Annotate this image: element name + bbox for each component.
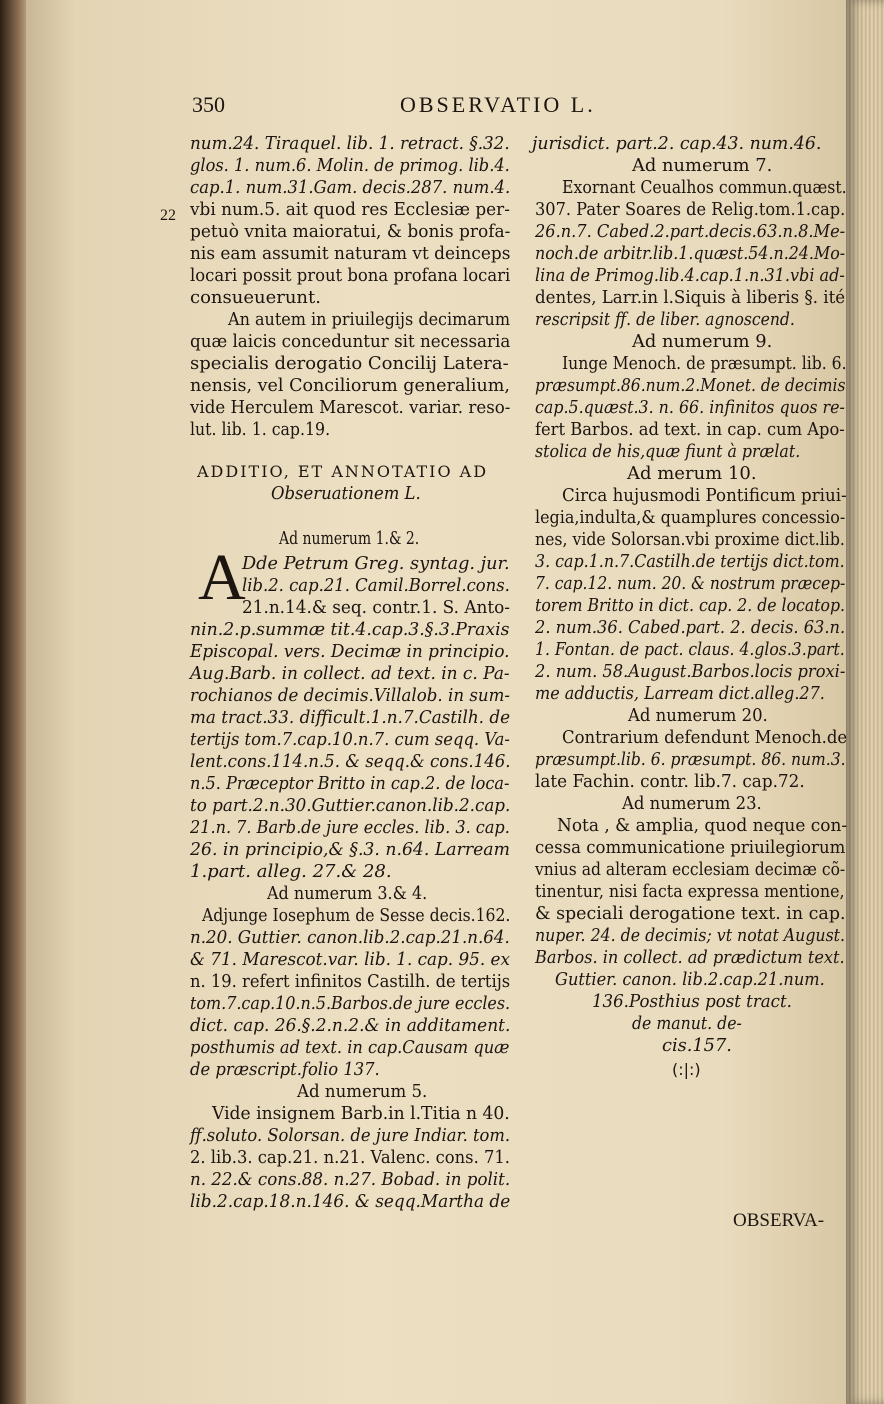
right-column-line: 1. Fontan. de pact. claus. 4.glos.3.part.: [535, 639, 845, 660]
right-column-line: late Fachin. contr. lib.7. cap.72.: [535, 771, 805, 792]
right-column-line: 136.Posthius post tract.: [592, 991, 792, 1012]
right-column-line: Guttier. canon. lib.2.cap.21.num.: [555, 969, 825, 990]
left-column-line: vide Herculem Marescot. variar. reso-: [190, 397, 511, 418]
left-column-line: lut. lib. 1. cap.19.: [190, 419, 331, 440]
right-column-line: 2. num. 58.August.Barbos.locis proxi-: [535, 661, 846, 682]
left-column-line: dict. cap. 26.§.2.n.2.& in additament.: [190, 1015, 511, 1036]
drop-cap: A: [198, 541, 246, 614]
running-head: OBSERVATIO L.: [400, 92, 596, 117]
catchword: OBSERVA-: [733, 1210, 825, 1231]
left-column-line: ADDITIO, ET ANNOTATIO AD: [197, 462, 489, 481]
right-column-line: præsumpt.lib. 6. præsumpt. 86. num.3.: [535, 749, 846, 770]
left-column-line: posthumis ad text. in cap.Causam quæ: [190, 1037, 510, 1058]
left-column-line: lent.cons.114.n.5. & seqq.& cons.146.: [190, 751, 511, 772]
right-column-line: cessa communicatione priuilegiorum: [535, 837, 846, 858]
right-column-line: dentes, Larr.in l.Siquis à liberis §. ité: [535, 287, 846, 308]
left-column-line: n. 22.& cons.88. n.27. Bobad. in polit.: [190, 1169, 511, 1190]
left-column-line: lib.2. cap.21. Camil.Borrel.cons.: [242, 575, 510, 596]
right-column-line: Circa hujusmodi Pontificum priui-: [562, 485, 847, 506]
left-column-line: glos. 1. num.6. Molin. de primog. lib.4.: [190, 155, 510, 176]
left-column-line: Dde Petrum Greg. syntag. jur.: [242, 553, 510, 574]
right-column-line: 7. cap.12. num. 20. & nostrum præcep-: [535, 573, 846, 594]
left-column-line: n.5. Præceptor Britto in cap.2. de loca-: [190, 773, 510, 794]
right-column-line: 307. Pater Soares de Relig.tom.1.cap.: [535, 199, 846, 220]
right-column-line: Nota , & amplia, quod neque con-: [557, 815, 848, 836]
right-column-line: Ad numerum 20.: [628, 705, 768, 726]
left-column-line: ff.soluto. Solorsan. de jure Indiar. tom.: [190, 1125, 511, 1146]
left-column-line: Vide insignem Barb.in l.Titia n 40.: [212, 1103, 510, 1124]
right-column-line: Contrarium defendunt Menoch.de: [562, 727, 848, 748]
right-column-line: vnius ad alteram ecclesiam decimæ cõ-: [535, 859, 846, 880]
right-column-line: Ad numerum 7.: [632, 155, 773, 176]
left-column-line: Obseruationem L.: [271, 483, 421, 504]
right-column-line: 3. cap.1.n.7.Castilh.de tertijs dict.tom.: [535, 551, 845, 572]
left-column-line: Ad numerum 1.& 2.: [279, 528, 420, 549]
left-column-line: Aug.Barb. in collect. ad text. in c. Pa-: [190, 663, 510, 684]
right-column-line: nes, vide Solorsan.vbi proxime dict.lib.: [535, 529, 845, 550]
right-column-line: cis.157.: [662, 1035, 732, 1056]
right-column-line: cap.5.quæst.3. n. 66. infinitos quos re-: [535, 397, 845, 418]
right-column-line: jurisdict. part.2. cap.43. num.46.: [532, 133, 822, 154]
right-column-line: Barbos. in collect. ad prædictum text.: [535, 947, 845, 968]
left-column-line: cap.1. num.31.Gam. decis.287. num.4.: [190, 177, 511, 198]
right-column-line: fert Barbos. ad text. in cap. cum Apo-: [535, 419, 845, 440]
left-column-line: tom.7.cap.10.n.5.Barbos.de jure eccles.: [190, 993, 511, 1014]
right-column-line: me adductis, Larream dict.alleg.27.: [535, 683, 825, 704]
left-column-line: nin.2.p.summæ tit.4.cap.3.§.3.Praxis: [190, 619, 510, 640]
right-column-line: torem Britto in dict. cap. 2. de locatop.: [535, 595, 846, 616]
left-column-line: 21.n.14.& seq. contr.1. S. Anto-: [242, 597, 511, 618]
right-column-line: præsumpt.86.num.2.Monet. de decimis: [535, 375, 846, 396]
left-column-line: to part.2.n.30.Guttier.canon.lib.2.cap.: [190, 795, 511, 816]
page-number: 350: [192, 92, 225, 117]
right-column-line: & speciali derogatione text. in cap.: [535, 903, 846, 924]
left-column-line: specialis derogatio Concilij Latera-: [190, 353, 509, 374]
left-column-line: nensis, vel Conciliorum generalium,: [190, 375, 510, 396]
left-column-line: Episcopal. vers. Decimæ in principio.: [190, 641, 510, 662]
right-column-line: 2. num.36. Cabed.part. 2. decis. 63.n.: [535, 617, 846, 638]
left-column-line: consueuerunt.: [190, 287, 321, 308]
left-column-line: Adjunge Iosephum de Sesse decis.162.: [202, 905, 511, 926]
left-column-line: 26. in principio,& §.3. n.64. Larream: [190, 839, 510, 860]
right-column-line: rescripsit ff. de liber. agnoscend.: [535, 309, 795, 330]
left-column-line: 1.part. alleg. 27.& 28.: [190, 861, 392, 882]
left-column-line: & 71. Marescot.var. lib. 1. cap. 95. ex: [190, 949, 510, 970]
left-column-line: petuò vnita maioratui, & bonis profa-: [190, 221, 511, 242]
right-column-line: Iunge Menoch. de præsumpt. lib. 6.: [562, 353, 847, 374]
left-column-line: lib.2.cap.18.n.146. & seqq.Martha de: [190, 1191, 511, 1212]
right-column-line: nuper. 24. de decimis; vt notat August.: [535, 925, 846, 946]
margin-note: 22: [160, 207, 176, 224]
left-column-line: nis eam assumit naturam vt deinceps: [190, 243, 511, 264]
right-column-line: noch.de arbitr.lib.1.quæst.54.n.24.Mo-: [535, 243, 846, 264]
left-column-line: vbi num.5. ait quod res Ecclesiæ per-: [190, 199, 510, 220]
left-column-line: num.24. Tiraquel. lib. 1. retract. §.32.: [190, 133, 510, 154]
ornament: (:|:): [672, 1060, 701, 1079]
left-column-line: quæ laicis conceduntur sit necessaria: [190, 331, 511, 352]
right-column-line: Exornant Ceualhos commun.quæst.: [562, 177, 847, 198]
right-column-line: Ad numerum 9.: [632, 331, 773, 352]
left-column-line: tertijs tom.7.cap.10.n.7. cum seqq. Va-: [190, 729, 510, 750]
right-column-line: tinentur, nisi facta expressa mentione,: [535, 881, 845, 902]
right-column-line: de manut. de-: [632, 1013, 742, 1034]
left-column-line: An autem in priuilegijs decimarum: [228, 309, 511, 330]
book-gutter: [0, 0, 26, 1404]
right-column-line: Ad merum 10.: [627, 463, 757, 484]
right-column-line: stolica de his,quæ fiunt à prælat.: [535, 441, 801, 462]
left-column-line: de præscript.folio 137.: [190, 1059, 380, 1080]
left-column-line: n. 19. refert infinitos Castilh. de tertijs: [190, 971, 511, 992]
left-column-line: Ad numerum 5.: [297, 1081, 428, 1102]
right-column-line: legia,indulta,& quamplures concessio-: [535, 507, 846, 528]
left-column-line: Ad numerum 3.& 4.: [267, 883, 428, 904]
facing-page-edge: [846, 0, 884, 1404]
right-column-line: Ad numerum 23.: [622, 793, 762, 814]
left-column-line: ma tract.33. difficult.1.n.7.Castilh. de: [190, 707, 511, 728]
left-column-line: 21.n. 7. Barb.de jure eccles. lib. 3. cap.: [190, 817, 510, 838]
right-column-line: 26.n.7. Cabed.2.part.decis.63.n.8.Me-: [535, 221, 846, 242]
left-column-line: locari possit prout bona profana locari: [190, 265, 511, 286]
left-column-line: n.20. Guttier. canon.lib.2.cap.21.n.64.: [190, 927, 510, 948]
left-column-line: rochianos de decimis.Villalob. in sum-: [190, 685, 511, 706]
right-column-line: lina de Primog.lib.4.cap.1.n.31.vbi ad-: [535, 265, 845, 286]
left-column-line: 2. lib.3. cap.21. n.21. Valenc. cons. 71.: [190, 1147, 511, 1168]
